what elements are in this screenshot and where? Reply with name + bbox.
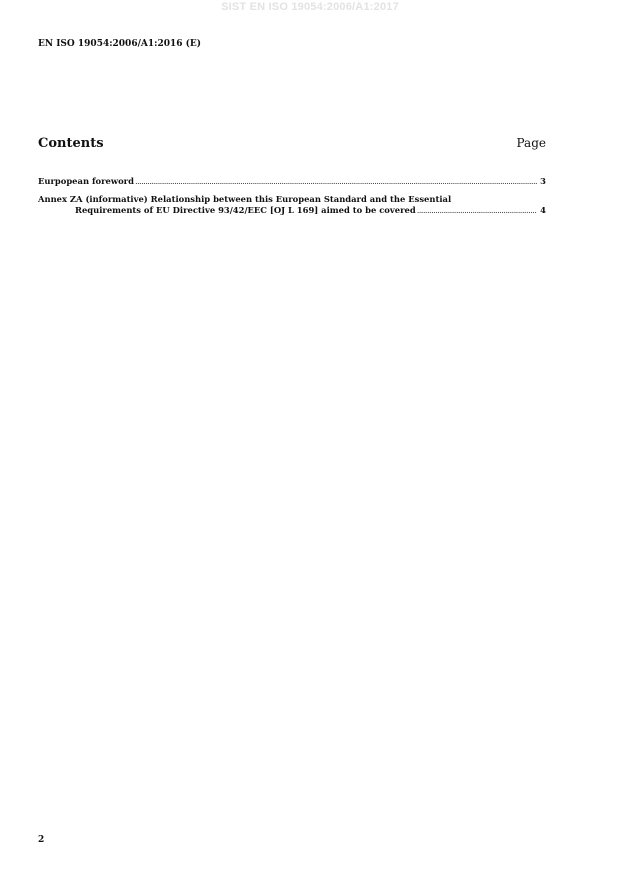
toc-entry-page: 3: [540, 176, 546, 186]
toc-entry-title-continued: Requirements of EU Directive 93/42/EEC [OJ L 169] aimed to be covered: [75, 205, 416, 215]
toc-entry-title: Eurpopean foreword: [38, 176, 134, 186]
contents-header: [38, 136, 546, 151]
watermark: SIST EN ISO 19054:2006/A1:2017: [221, 1, 399, 13]
toc-entry-annex-za[interactable]: [38, 194, 546, 216]
dot-leader: [417, 205, 537, 216]
contents-title: Contents: [38, 136, 104, 151]
toc-entry-title: Annex ZA (informative) Relationship between this European Standard and the Essential: [38, 194, 452, 204]
toc-entry-foreword[interactable]: [38, 176, 546, 187]
dot-leader: [135, 176, 537, 187]
document-identifier: EN ISO 19054:2006/A1:2016 (E): [38, 39, 201, 49]
page-number: 2: [38, 835, 45, 845]
table-of-contents: [38, 176, 546, 223]
page-column-label: Page: [516, 136, 546, 150]
toc-entry-page: 4: [540, 205, 546, 215]
